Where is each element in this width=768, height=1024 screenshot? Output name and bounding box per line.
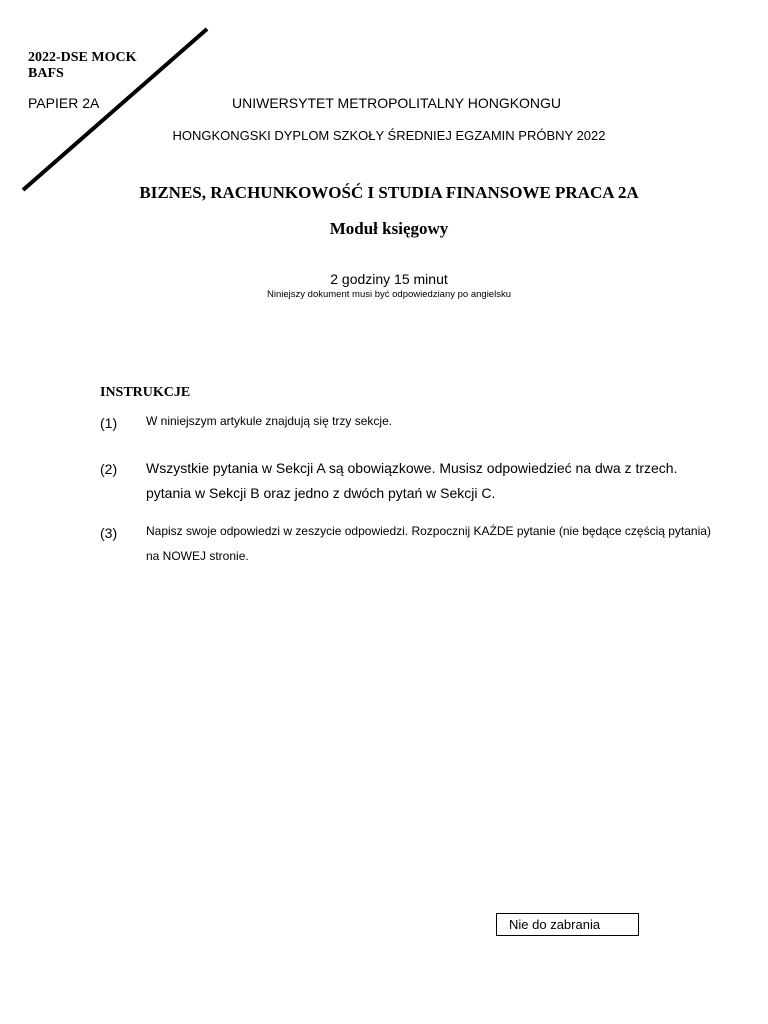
instruction-1-number: (1)	[100, 415, 118, 431]
module-title: Moduł księgowy	[329, 219, 449, 238]
instruction-2-text-line2: pytania w Sekcji B oraz jedno z dwóch pytań w Sekcji C.	[146, 485, 496, 501]
exam-title: HONGKONGSKI DYPLOM SZKOŁY ŚREDNIEJ EGZAMIN PRÓBNY 2022	[172, 128, 606, 143]
instruction-3-text-line1: Napisz swoje odpowiedzi w zeszycie odpowiedzi. Rozpocznij KAŻDE pytanie (nie będące częścią pytania)	[146, 524, 711, 538]
instruction-1-text: W niniejszym artykule znajdują się trzy sekcje.	[146, 414, 393, 428]
instructions-heading: INSTRUKCJE	[100, 385, 191, 400]
instruction-2-text-line1: Wszystkie pytania w Sekcji A są obowiązkowe. Musisz odpowiedzieć na dwa z trzech.	[146, 460, 678, 476]
no-removal-label: Nie do zabrania	[509, 917, 601, 932]
exam-duration: 2 godziny 15 minut	[330, 271, 448, 287]
instruction-2-number: (2)	[100, 461, 118, 477]
subject-title: BIZNES, RACHUNKOWOŚĆ I STUDIA FINANSOWE PRACA 2A	[139, 183, 639, 202]
university-name: UNIWERSYTET METROPOLITALNY HONGKONGU	[232, 95, 562, 111]
instruction-3-text-line2: na NOWEJ stronie.	[146, 549, 249, 563]
exam-code-line1: 2022-DSE MOCK	[28, 50, 137, 65]
no-removal-box	[496, 913, 639, 936]
exam-code-line2: BAFS	[28, 66, 64, 81]
language-note: Niniejszy dokument musi być odpowiedziany po angielsku	[267, 289, 511, 300]
paper-label: PAPIER 2A	[28, 95, 100, 111]
instruction-3-number: (3)	[100, 525, 118, 541]
